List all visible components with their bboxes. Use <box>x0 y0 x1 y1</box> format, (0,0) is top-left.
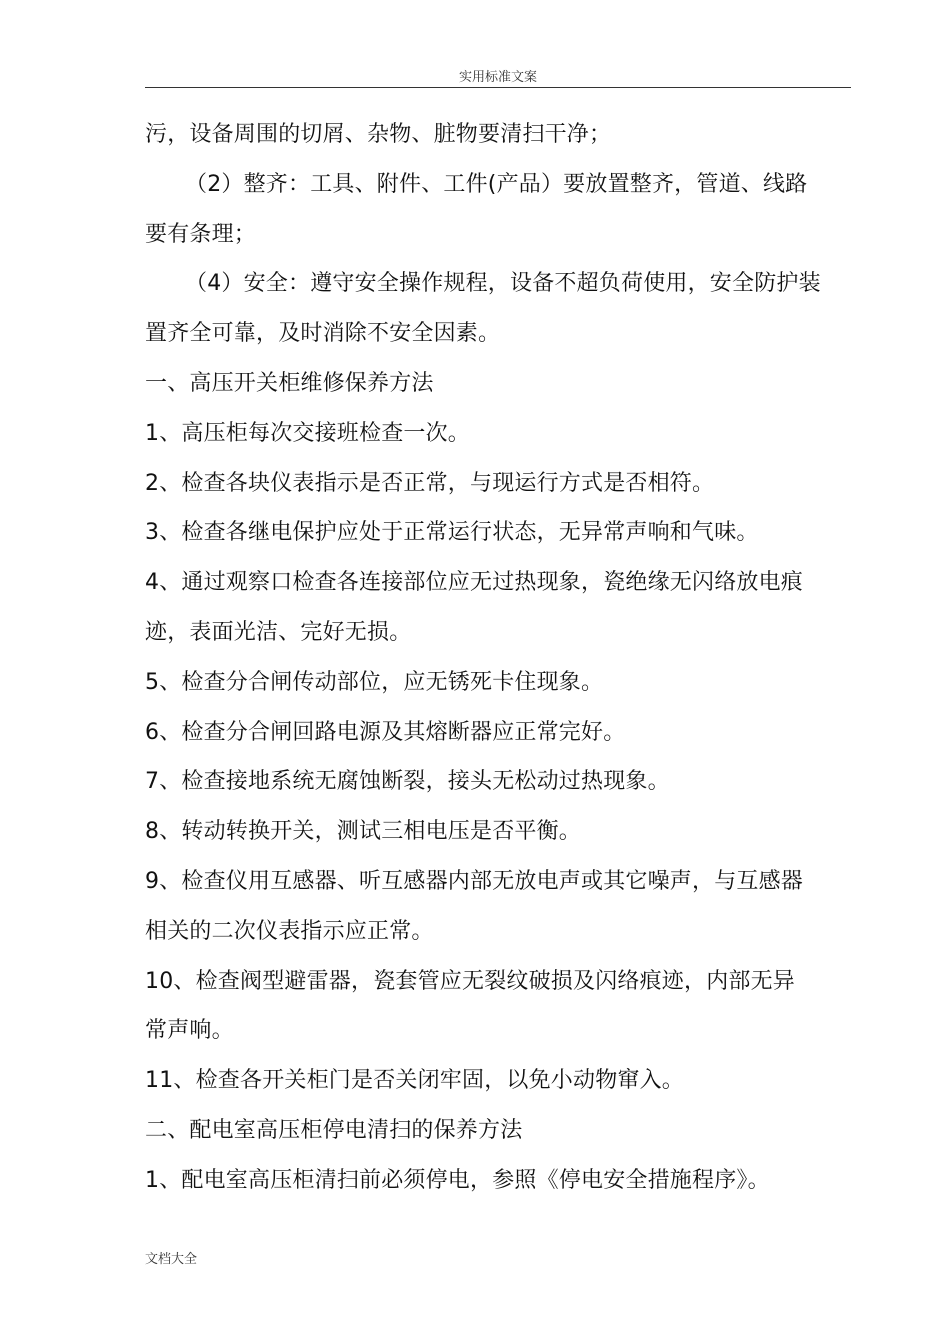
list-item: 4、通过观察口检查各连接部位应无过热现象，瓷绝缘无闪络放电痕 <box>145 570 803 596</box>
list-item-continuation: 迹，表面光洁、完好无损。 <box>145 619 412 645</box>
list-item: 7、检查接地系统无腐蚀断裂，接头无松动过热现象。 <box>145 769 670 795</box>
list-item-continuation: 相关的二次仪表指示应正常。 <box>145 918 434 944</box>
section-heading: 一、高压开关柜维修保养方法 <box>145 370 434 396</box>
page-footer: 文档大全 <box>145 1252 198 1267</box>
list-item: 5、检查分合闸传动部位，应无锈死卡住现象。 <box>145 669 604 695</box>
list-item: 3、检查各继电保护应处于正常运行状态，无异常声响和气味。 <box>145 520 759 546</box>
page-header: 实用标准文案 <box>458 70 537 85</box>
document-body <box>145 110 851 1206</box>
paragraph-line: 污，设备周围的切屑、杂物、脏物要清扫干净； <box>145 122 612 147</box>
list-item-continuation: 常声响。 <box>145 1018 234 1044</box>
paragraph-line: 置齐全可靠，及时消除不安全因素。 <box>145 321 501 347</box>
list-item: 1、配电室高压柜清扫前必须停电，参照《停电安全措施程序》。 <box>145 1167 770 1193</box>
paragraph-line: 要有条理； <box>145 221 257 247</box>
list-item: 2、检查各块仪表指示是否正常，与现运行方式是否相符。 <box>145 470 715 496</box>
list-item: 10、检查阀型避雷器，瓷套管应无裂纹破损及闪络痕迹，内部无异 <box>145 968 795 994</box>
list-item: 9、检查仪用互感器、听互感器内部无放电声或其它噪声，与互感器 <box>145 868 803 894</box>
paragraph-line: （4）安全：遵守安全操作规程，设备不超负荷使用，安全防护装 <box>185 271 821 297</box>
list-item: 6、检查分合闸回路电源及其熔断器应正常完好。 <box>145 719 626 745</box>
section-heading: 二、配电室高压柜停电清扫的保养方法 <box>145 1117 523 1143</box>
header-rule <box>145 87 851 88</box>
list-item: 8、转动转换开关，测试三相电压是否平衡。 <box>145 819 581 845</box>
list-item: 1、高压柜每次交接班检查一次。 <box>145 420 470 446</box>
list-item: 11、检查各开关柜门是否关闭牢固，以免小动物窜入。 <box>145 1068 684 1094</box>
paragraph-line: （2）整齐：工具、附件、工件(产品）要放置整齐，管道、线路 <box>185 171 808 197</box>
